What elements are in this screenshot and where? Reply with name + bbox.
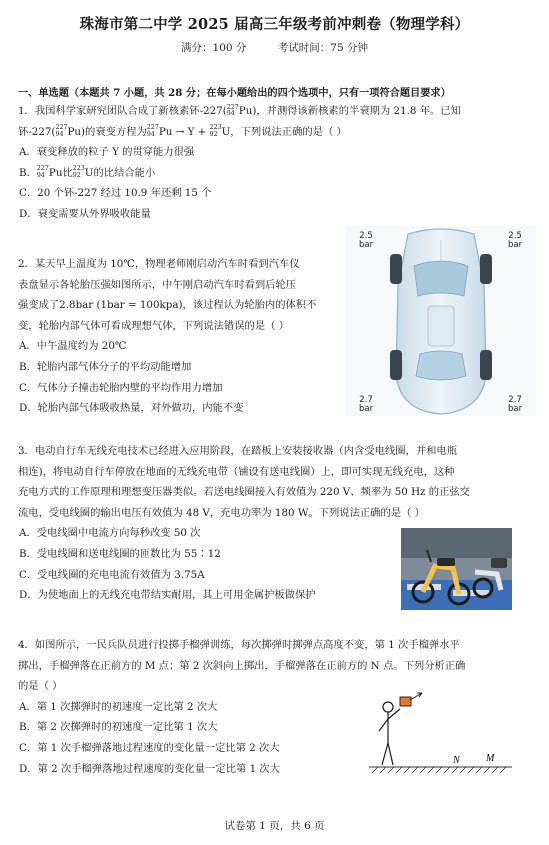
pressure-rear-left: 2.7 bar — [359, 395, 374, 414]
q3-option-d: D．为使地面上的无线充电带结实耐用，其上可用金属护板做保护 — [19, 589, 316, 602]
q2-line: 2．某天早上温度为 10℃，物理老师刚启动汽车时看到汽车仪 — [18, 258, 300, 270]
ebike-charging-photo — [401, 528, 512, 610]
q2-option-c: C．气体分子撞击轮胎内壁的平均作用力增加 — [19, 381, 223, 394]
pressure-rear-right: 2.7 bar — [508, 395, 523, 414]
q2-option-b: B．轮胎内部气体分子的平均动能增加 — [19, 360, 192, 373]
point-n-label: N — [453, 755, 460, 766]
q3-line: 充电方式的工作原理和理想变压器类似。若送电线圈接入有效值为 220 V、频率为 50 Hz 的正弦交 — [18, 486, 470, 499]
q1-line-2: 钚-227( 227 94 Pu)的衰变方程为 227 94 Pu → Y + 223 92 U，下列说法正确的是（ ） — [18, 124, 347, 138]
q1-line-1: 1．我国科学家研究团队合成了新核素钚-227( 227 94 Pu)，并测得该新核素的半衰期为 21.8 年。已知 — [18, 103, 461, 117]
q1-option-d: D．衰变需要从外界吸收能量 — [19, 207, 151, 220]
question-1 — [18, 101, 461, 225]
tire-rear-right — [480, 350, 492, 380]
tire-front-left — [390, 254, 402, 284]
q4-option-c: C．第 1 次手榴弹落地过程速度的变化量一定比第 2 次大 — [19, 741, 280, 754]
pressure-front-right: 2.5 bar — [508, 231, 523, 250]
exam-time: 考试时间：75 分钟 — [277, 42, 368, 54]
q3-line: 流电，受电线圈的输出电压有效值为 48 V，充电功率为 180 W。下列说法正确的是（ ） — [18, 506, 425, 519]
exam-meta — [0, 40, 549, 55]
ground-hatch — [372, 767, 506, 773]
question-2 — [18, 254, 316, 419]
q4-option-b: B．第 2 次掷弹时的初速度一定比第 1 次大 — [19, 721, 218, 734]
q2-line: 表盘显示各轮胎压强如图所示，中午刚启动汽车时看到后轮压 — [18, 278, 297, 291]
q3-option-c: C．受电线圈的充电电流有效值为 3.75A — [19, 568, 205, 581]
page-footer: 试卷第 1 页，共 6 页 — [224, 820, 325, 832]
car-tire-figure — [346, 226, 536, 416]
q3-option-b: B．受电线圈和送电线圈的匝数比为 55∶12 — [19, 547, 221, 560]
car-top-view-image — [346, 226, 536, 416]
grenade-throw-figure — [366, 683, 516, 778]
nuclide-pu: 227 94 — [226, 103, 239, 117]
q3-line: 3．电动自行车无线充电技术已经进入应用阶段，在踏板上安装接收器（内含受电线圈，并和电瓶 — [18, 445, 458, 457]
q1-option-a: A．衰变释放的粒子 Y 的贯穿能力很强 — [19, 146, 195, 159]
exam-title: 珠海市第二中学 2025 届高三年级考前冲刺卷（物理学科） — [79, 16, 470, 33]
grenade-icon — [400, 697, 411, 706]
q1-option-c: C．20 个钚-227 经过 10.9 年还剩 15 个 — [19, 187, 212, 200]
tire-front-right — [480, 254, 492, 284]
full-score: 满分：100 分 — [181, 42, 247, 54]
velocity-arrow-icon — [410, 693, 422, 700]
tire-rear-left — [390, 350, 402, 380]
point-m-label: M — [486, 753, 495, 764]
q4-option-d: D．第 2 次手榴弹落地过程速度的变化量一定比第 1 次大 — [19, 762, 280, 775]
q2-line: 变，轮胎内部气体可看成理想气体，下列说法错误的是（ ） — [18, 319, 289, 332]
section-heading: 一、单选题（本题共 7 小题，共 28 分；在每小题给出的四个选项中，只有一项符合题目要求） — [18, 87, 451, 99]
q2-line: 强变成了2.8bar (1bar = 100kpa)，该过程认为轮胎内的体积不 — [18, 299, 317, 312]
q2-option-d: D．轮胎内部气体吸收热量，对外做功，内能不变 — [19, 402, 244, 415]
q4-line: 掷出，手榴弹落在正前方的 M 点；第 2 次斜向上掷出，手榴弹落在正前方的 N 点。下列分析正确 — [18, 659, 466, 672]
q4-line: 的是（ ） — [18, 680, 63, 693]
pressure-front-left: 2.5 bar — [359, 231, 374, 250]
q3-line: 相连)，将电动自行车停放在地面的无线充电带（铺设有送电线圈）上，即可实现无线充电，这种 — [18, 465, 455, 478]
soldier-figure — [379, 702, 400, 765]
q1-option-b: B． 227 94 Pu比 223 92 U的比结合能小 — [19, 165, 156, 179]
q4-option-a: A．第 1 次掷弹时的初速度一定比第 2 次大 — [19, 700, 218, 713]
q4-line: 4．如图所示，一民兵队员进行投掷手榴弹训练，每次掷弹时掷弹点高度不变，第 1 次手榴弹水平 — [18, 639, 460, 651]
q2-option-a: A．中午温度约为 20℃ — [19, 340, 127, 353]
q3-option-a: A．受电线圈中电流方向每秒改变 50 次 — [19, 527, 201, 540]
nuclide-u: 223 92 — [209, 124, 222, 138]
